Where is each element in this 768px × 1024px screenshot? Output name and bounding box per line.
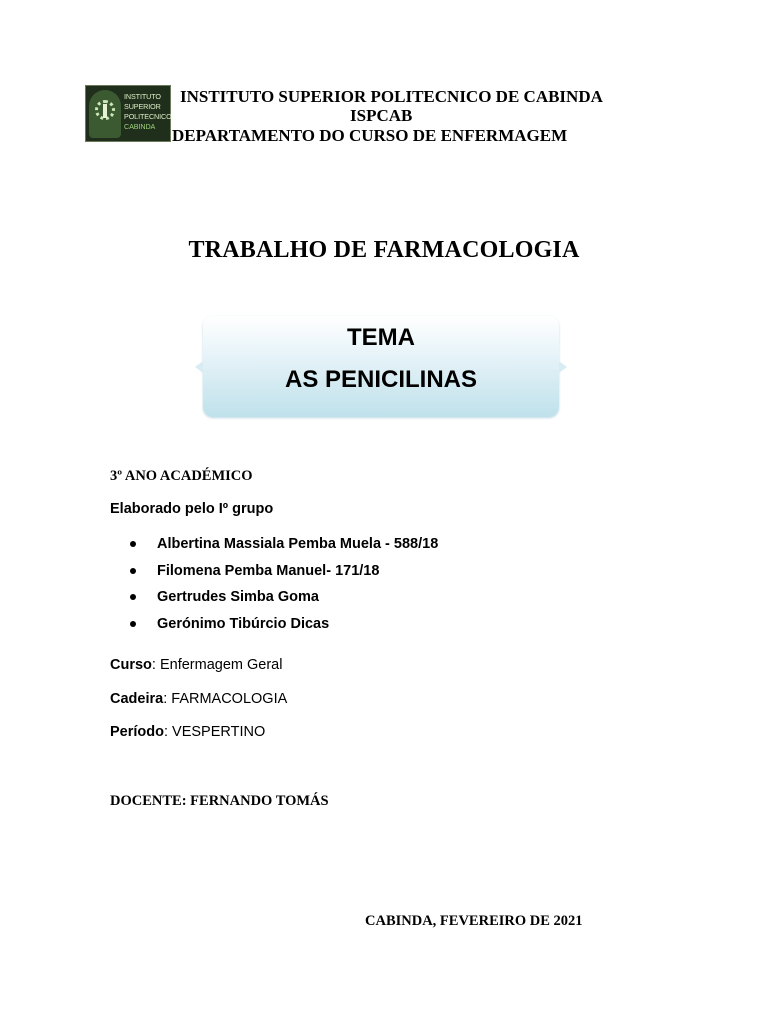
period-value: : VESPERTINO	[163, 724, 266, 740]
member-name: Gerónimo Tibúrcio Dicas	[157, 616, 330, 633]
bullet-icon	[130, 621, 136, 627]
subject-value: : FARMACOLOGIA	[163, 691, 288, 707]
logo-line-4: CABINDA	[124, 122, 156, 131]
institute-name: INSTITUTO SUPERIOR POLITECNICO DE CABINDA	[180, 87, 603, 106]
torch-icon	[103, 104, 107, 118]
academic-year: 3º ANO ACADÉMICO	[110, 468, 253, 484]
period-field	[110, 724, 265, 740]
department-name: DEPARTAMENTO DO CURSO DE ENFERMAGEM	[172, 126, 568, 145]
group-label: Elaborado pelo Iº grupo	[110, 501, 274, 517]
institute-acronym: ISPCAB	[350, 106, 413, 125]
theme-label: TEMA	[347, 324, 415, 351]
logo-text	[124, 92, 170, 132]
logo-line-3: POLITECNICO	[124, 112, 172, 121]
bullet-icon	[130, 541, 136, 547]
course-label: Curso	[110, 657, 152, 673]
member-name: Filomena Pemba Manuel- 171/18	[157, 562, 380, 579]
subject-label: Cadeira	[110, 691, 164, 707]
member-name: Albertina Massiala Pemba Muela - 588/18	[157, 536, 439, 552]
institute-logo	[85, 85, 171, 142]
theme-topic: AS PENICILINAS	[284, 366, 478, 393]
logo-line-1: INSTITUTO	[124, 92, 161, 101]
bullet-icon	[130, 568, 136, 574]
course-field	[110, 657, 282, 673]
document-title: TRABALHO DE FARMACOLOGIA	[188, 237, 580, 263]
institute-emblem-icon	[89, 90, 121, 138]
subject-field	[110, 691, 287, 707]
theme-banner	[203, 316, 559, 417]
course-value: : Enfermagem Geral	[151, 657, 283, 673]
teacher-name: DOCENTE: FERNANDO TOMÁS	[110, 793, 329, 809]
logo-line-2: SUPERIOR	[124, 102, 161, 111]
period-label: Período	[110, 724, 164, 740]
place-and-date: CABINDA, FEVEREIRO DE 2021	[365, 913, 583, 929]
member-name: Gertrudes Simba Goma	[157, 589, 319, 606]
bullet-icon	[130, 594, 136, 600]
